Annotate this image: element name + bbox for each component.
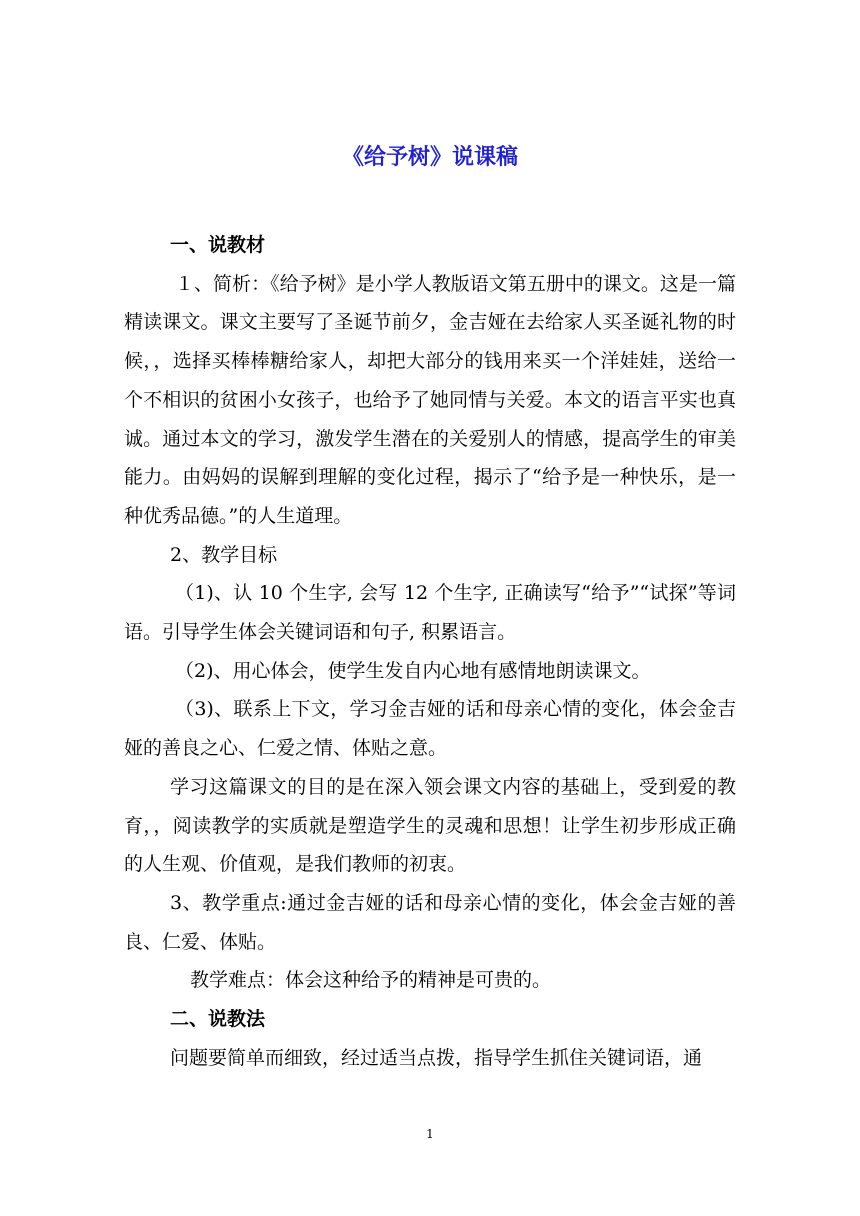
paragraph-objective-1: （1)、认 10 个生字, 会写 12 个生字, 正确读写“给予”“试探”等词语。引导学生体会关键词语和句子, 积累语言。 [124,582,736,644]
paragraph-key-points: 3、教学重点:通过金吉娅的话和母亲心情的变化，体会金吉娅的善良、仁爱、体贴。 [124,891,736,953]
paragraph-objective-3: （3)、联系上下文，学习金吉娅的话和母亲心情的变化，体会金吉娅的善良之心、仁爱之情、体贴之意。 [124,698,736,760]
paragraph-difficulties: 教学难点：体会这种给予的精神是可贵的。 [190,969,552,992]
section-heading-method: 二、说教法 [170,1008,266,1031]
paragraph-objective-2: （2)、用心体会，使学生发自内心地有感情地朗读课文。 [175,659,651,682]
page-number: 1 [426,1127,434,1141]
paragraph-objectives-heading: 2、教学目标 [170,543,278,566]
paragraph-analysis: １、简析：《给予树》是小学人教版语文第五册中的课文。这是一篇精读课文。课文主要写了圣诞节前夕，金吉娅在去给家人买圣诞礼物的时候，，选择买棒棒糖给家人，却把大部分的钱用来买一个洋娃娃，送给一个不相识的贫困小女孩子，也给予了她同情与关爱。本文的语言平实也真诚。通过本文的学习，激发学生潜在的关爱别人的情感，提高学生的审美能力。由妈妈的误解到理解的变化过程，揭示了“给予是一种快乐，是一种优秀品德。”的人生道理。 [124,272,736,527]
paragraph-method: 问题要简单而细致，经过适当点拨，指导学生抓住关键词语，通 [170,1046,703,1069]
document-title: 《给予树》说课稿 [341,145,518,170]
document-body [124,226,736,1077]
paragraph-purpose: 学习这篇课文的目的是在深入领会课文内容的基础上，受到爱的教育，，阅读教学的实质就是塑造学生的灵魂和思想！让学生初步形成正确的人生观、价值观，是我们教师的初衷。 [124,775,736,876]
section-heading-textbook: 一、说教材 [170,234,266,256]
